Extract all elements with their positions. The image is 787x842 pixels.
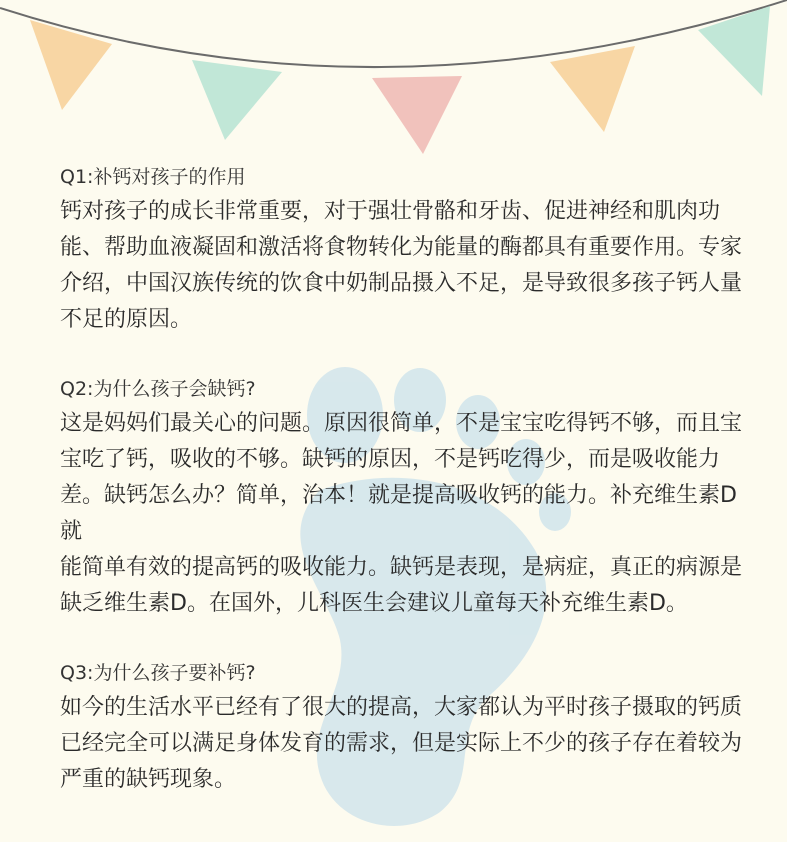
bunting-flag-orange-right [550,46,635,132]
answer-line: 已经完全可以满足身体发育的需求，但是实际上不少的孩子存在着较为 [60,731,743,756]
answer-line: 能、帮助血液凝固和激活将食物转化为能量的酶都具有重要作用。专家 [60,235,743,260]
faq-section-q1 [60,160,750,338]
answer-line: 介绍，中国汉族传统的饮食中奶制品摄入不足，是导致很多孩子钙人量 [60,271,743,296]
answer-line: 不足的原因。 [60,307,193,332]
answer-line: 这是妈妈们最关心的问题。原因很简单，不是宝宝吃得钙不够，而且宝 [60,411,743,436]
bunting-flag-mint-left [192,60,282,140]
bunting-decoration [0,0,787,160]
answer-line: 如今的生活水平已经有了很大的提高，大家都认为平时孩子摄取的钙质 [60,695,743,720]
answer-line: 能简单有效的提高钙的吸收能力。缺钙是表现，是病症，真正的病源是 [60,555,743,580]
bunting-flag-pink [372,76,462,154]
question-title: Q3:为什么孩子要补钙? [60,662,256,684]
bunting-flag-orange-left [30,20,112,110]
faq-section-q3 [60,656,750,798]
question-title: Q1:补钙对孩子的作用 [60,166,246,188]
answer-line: 宝吃了钙，吸收的不够。缺钙的原因，不是钙吃得少，而是吸收能力 [60,447,721,472]
answer-line: 严重的缺钙现象。 [60,767,237,792]
bunting-flag-mint-right [698,6,770,96]
question-title: Q2:为什么孩子会缺钙? [60,378,256,400]
faq-section-q2 [60,372,750,622]
answer-line: 缺乏维生素D。在国外，儿科医生会建议儿童每天补充维生素D。 [60,591,688,616]
faq-content [60,160,750,832]
answer-line: 差。缺钙怎么办？简单，治本！就是提高吸收钙的能力。补充维生素D就 [60,483,737,544]
answer-line: 钙对孩子的成长非常重要，对于强壮骨骼和牙齿、促进神经和肌肉功 [60,199,721,224]
bunting-string [0,0,787,67]
